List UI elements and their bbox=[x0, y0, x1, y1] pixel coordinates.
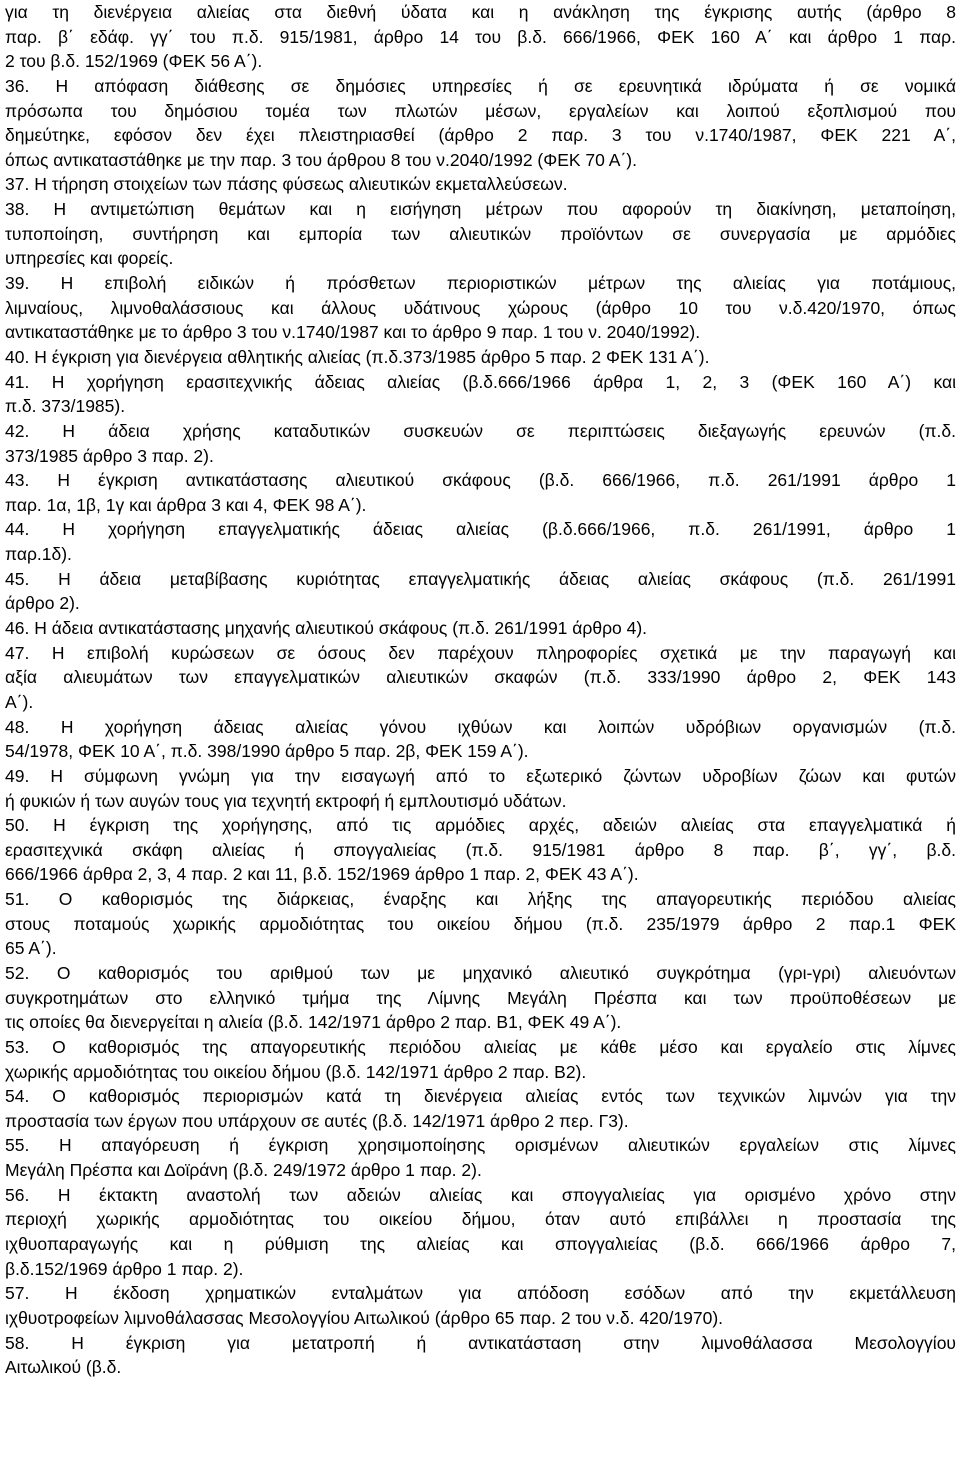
text-line: ερασιτεχνικά σκάφη αλιείας ή σπογγαλιείας (π.δ. 915/1981 άρθρο 8 παρ. β΄, γγ΄, β.δ. bbox=[5, 839, 956, 860]
list-item bbox=[5, 715, 956, 764]
text-line: 49. Η σύμφωνη γνώμη για την εισαγωγή από το εξωτερικό ζώντων υδροβίων ζώων και φυτών bbox=[5, 765, 956, 786]
text-line: 44. Η χορήγηση επαγγελματικής άδειας αλιείας (β.δ.666/1966, π.δ. 261/1991, άρθρο 1 bbox=[5, 519, 956, 540]
text-line: χωρικής αρμοδιότητας του οικείου δήμου (β.δ. 142/1971 άρθρο 2 παρ. Β2). bbox=[5, 1061, 587, 1082]
text-line: δημεύτηκε, εφόσον δεν έχει πλειστηριασθεί (άρθρο 2 παρ. 3 του ν.1740/1987, ΦΕΚ 221 Α΄, bbox=[5, 125, 956, 146]
list-item bbox=[5, 370, 956, 419]
text-line: 54. Ο καθορισμός περιορισμών κατά τη διενέργεια αλιείας εντός των τεχνικών λιμνών για την bbox=[5, 1086, 956, 1107]
text-line: β.δ.152/1969 άρθρο 1 παρ. 2). bbox=[5, 1258, 244, 1279]
list-item bbox=[5, 1183, 956, 1282]
text-line: 54/1978, ΦΕΚ 10 Α΄, π.δ. 398/1990 άρθρο 5 παρ. 2β, ΦΕΚ 159 Α΄). bbox=[5, 741, 529, 762]
text-line: τυποποίηση, συντήρηση και εμπορία των αλιευτικών προϊόντων σε συνεργασία με αρμόδιες bbox=[5, 223, 956, 244]
text-line: παρ. 1α, 1β, 1γ και άρθρα 3 και 4, ΦΕΚ 98 Α΄). bbox=[5, 494, 367, 515]
list-item bbox=[5, 419, 956, 468]
list-item bbox=[5, 764, 956, 813]
text-line: προστασία των έργων που υπάρχουν σε αυτές (β.δ. 142/1971 άρθρο 2 περ. Γ3). bbox=[5, 1110, 629, 1131]
list-item bbox=[5, 197, 956, 271]
text-line: 47. Η επιβολή κυρώσεων σε όσους δεν παρέχουν πληροφορίες σχετικά με την παραγωγή και bbox=[5, 642, 956, 663]
text-line: όπως αντικαταστάθηκε με την παρ. 3 του άρθρου 8 του ν.2040/1992 (ΦΕΚ 70 Α΄). bbox=[5, 149, 637, 170]
list-item bbox=[5, 567, 956, 616]
list-item bbox=[5, 468, 956, 517]
text-line: περιοχή χωρικής αρμοδιότητας του οικείου δήμου, όταν αυτό επιβάλλει η προστασία της bbox=[5, 1209, 956, 1230]
text-line: 2 του β.δ. 152/1969 (ΦΕΚ 56 Α΄). bbox=[5, 51, 263, 72]
text-line: 42. Η άδεια χρήσης καταδυτικών συσκευών σε περιπτώσεις διεξαγωγής ερευνών (π.δ. bbox=[5, 420, 956, 441]
text-line: παρ. β΄ εδάφ. γγ΄ του π.δ. 915/1981, άρθρο 14 του β.δ. 666/1966, ΦΕΚ 160 Α΄ και άρθρο 1 παρ. bbox=[5, 26, 956, 47]
list-item bbox=[5, 1133, 956, 1182]
list-item bbox=[5, 961, 956, 1035]
text-line: 39. Η επιβολή ειδικών ή πρόσθετων περιοριστικών μέτρων της αλιείας για ποτάμιους, bbox=[5, 273, 956, 294]
text-line: 56. Η έκτακτη αναστολή των αδειών αλιείας και σπογγαλιείας για ορισμένο χρόνο στην bbox=[5, 1184, 956, 1205]
text-line: 43. Η έγκριση αντικατάστασης αλιευτικού σκάφους (β.δ. 666/1966, π.δ. 261/1991 άρθρο 1 bbox=[5, 470, 956, 491]
text-line: ή φυκιών ή των αυγών τους για τεχνητή εκτροφή ή εμπλουτισμό υδάτων. bbox=[5, 790, 567, 811]
text-line: 52. Ο καθορισμός του αριθμού των με μηχανικό αλιευτικό συγκρότημα (γρι-γρι) αλιευόντων bbox=[5, 962, 956, 983]
text-line: 65 Α΄). bbox=[5, 938, 57, 959]
text-line: 36. Η απόφαση διάθεσης σε δημόσιες υπηρεσίες ή σε ερευνητικά ιδρύματα ή σε νομικά bbox=[5, 75, 956, 96]
text-line: 51. Ο καθορισμός της διάρκειας, έναρξης και λήξης της απαγορευτικής περιόδου αλιείας bbox=[5, 889, 956, 910]
text-line: 45. Η άδεια μεταβίβασης κυριότητας επαγγελματικής άδειας αλιείας σκάφους (π.δ. 261/1991 bbox=[5, 568, 956, 589]
list-item bbox=[5, 1281, 956, 1330]
text-line: 373/1985 άρθρο 3 παρ. 2). bbox=[5, 445, 214, 466]
text-line: 53. Ο καθορισμός της απαγορευτικής περιόδου αλιείας με κάθε μέσο και εργαλείο στις λίμνες bbox=[5, 1036, 956, 1057]
text-line: π.δ. 373/1985). bbox=[5, 396, 126, 417]
list-item bbox=[5, 641, 956, 715]
list-item bbox=[5, 172, 956, 197]
text-line: 48. Η χορήγηση άδειας αλιείας γόνου ιχθύων και λοιπών υδρόβιων οργανισμών (π.δ. bbox=[5, 716, 956, 737]
text-line: άρθρο 2). bbox=[5, 593, 80, 614]
text-line: για τη διενέργεια αλιείας στα διεθνή ύδατα και η ανάκληση της έγκρισης αυτής (άρθρο 8 bbox=[5, 2, 956, 22]
text-line: Α΄). bbox=[5, 691, 34, 712]
text-line: 58. Η έγκριση για μετατροπή ή αντικατάσταση στην λιμνοθάλασσα Μεσολογγίου bbox=[5, 1332, 956, 1353]
text-line: 55. Η απαγόρευση ή έγκριση χρησιμοποίησης ορισμένων αλιευτικών εργαλείων στις λίμνες bbox=[5, 1135, 956, 1156]
list-item bbox=[5, 1035, 956, 1084]
text-line: Αιτωλικού (β.δ. bbox=[5, 1357, 122, 1378]
text-line: ιχθυοτροφείων λιμνοθάλασσας Μεσολογγίου Αιτωλικού (άρθρο 65 παρ. 2 του ν.δ. 420/1970). bbox=[5, 1307, 724, 1328]
text-line: στους ποταμούς χωρικής αρμοδιότητας του οικείου δήμου (π.δ. 235/1979 άρθρο 2 παρ.1 ΦΕΚ bbox=[5, 913, 956, 934]
text-line: 40. Η έγκριση για διενέργεια αθλητικής αλιείας (π.δ.373/1985 άρθρο 5 παρ. 2 ΦΕΚ 131 Α΄). bbox=[5, 346, 710, 367]
text-line: αντικαταστάθηκε με το άρθρο 3 του ν.1740/1987 και το άρθρο 9 παρ. 1 του ν. 2040/1992). bbox=[5, 322, 701, 343]
list-item bbox=[5, 345, 956, 370]
text-line: 41. Η χορήγηση ερασιτεχνικής άδειας αλιείας (β.δ.666/1966 άρθρα 1, 2, 3 (ΦΕΚ 160 Α΄) και bbox=[5, 371, 956, 392]
text-line: συγκροτημάτων στο ελληνικό τμήμα της Λίμνης Μεγάλη Πρέσπα και των προϋποθέσεων με bbox=[5, 987, 956, 1008]
text-line: τις οποίες θα διενεργείται η αλιεία (β.δ. 142/1971 άρθρο 2 παρ. Β1, ΦΕΚ 49 Α΄). bbox=[5, 1012, 622, 1033]
text-line: 50. Η έγκριση της χορήγησης, από τις αρμόδιες αρχές, αδειών αλιείας στα επαγγελματικά ή bbox=[5, 815, 956, 836]
text-line: 666/1966 άρθρα 2, 3, 4 παρ. 2 και 11, β.δ. 152/1969 άρθρο 1 παρ. 2, ΦΕΚ 43 Α΄). bbox=[5, 864, 639, 885]
text-line: αξία αλιευμάτων των επαγγελματικών αλιευτικών σκαφών (π.δ. 333/1990 άρθρο 2, ΦΕΚ 143 bbox=[5, 667, 956, 688]
text-line: ιχθυοπαραγωγής και η ρύθμιση της αλιείας και σπογγαλιείας (β.δ. 666/1966 άρθρο 7, bbox=[5, 1234, 956, 1255]
list-item bbox=[5, 616, 956, 641]
text-line: παρ.1δ). bbox=[5, 544, 72, 565]
list-item bbox=[5, 0, 956, 74]
text-line: λιμναίους, λιμνοθαλάσσιους και άλλους υδάτινους χώρους (άρθρο 10 του ν.δ.420/1970, όπως bbox=[5, 297, 956, 318]
list-item bbox=[5, 813, 956, 887]
list-item bbox=[5, 271, 956, 345]
text-line: 37. Η τήρηση στοιχείων των πάσης φύσεως αλιευτικών εκμεταλλεύσεων. bbox=[5, 174, 568, 195]
text-line: 57. Η έκδοση χρηματικών ενταλμάτων για απόδοση εσόδων από την εκμετάλλευση bbox=[5, 1283, 956, 1304]
list-item bbox=[5, 1331, 956, 1380]
list-item bbox=[5, 887, 956, 961]
text-line: πρόσωπα του δημόσιου τομέα των πλωτών μέσων, εργαλείων και λοιπού εξοπλισμού που bbox=[5, 100, 956, 121]
text-line: 46. Η άδεια αντικατάστασης μηχανής αλιευτικού σκάφους (π.δ. 261/1991 άρθρο 4). bbox=[5, 618, 648, 639]
text-line: υπηρεσίες και φορείς. bbox=[5, 248, 174, 269]
list-item bbox=[5, 74, 956, 173]
text-line: Μεγάλη Πρέσπα και Δοϊράνη (β.δ. 249/1972 άρθρο 1 παρ. 2). bbox=[5, 1160, 482, 1181]
list-item bbox=[5, 517, 956, 566]
list-item bbox=[5, 1084, 956, 1133]
text-line: 38. Η αντιμετώπιση θεμάτων και η εισήγηση μέτρων που αφορούν τη διακίνηση, μεταποίηση, bbox=[5, 199, 956, 220]
